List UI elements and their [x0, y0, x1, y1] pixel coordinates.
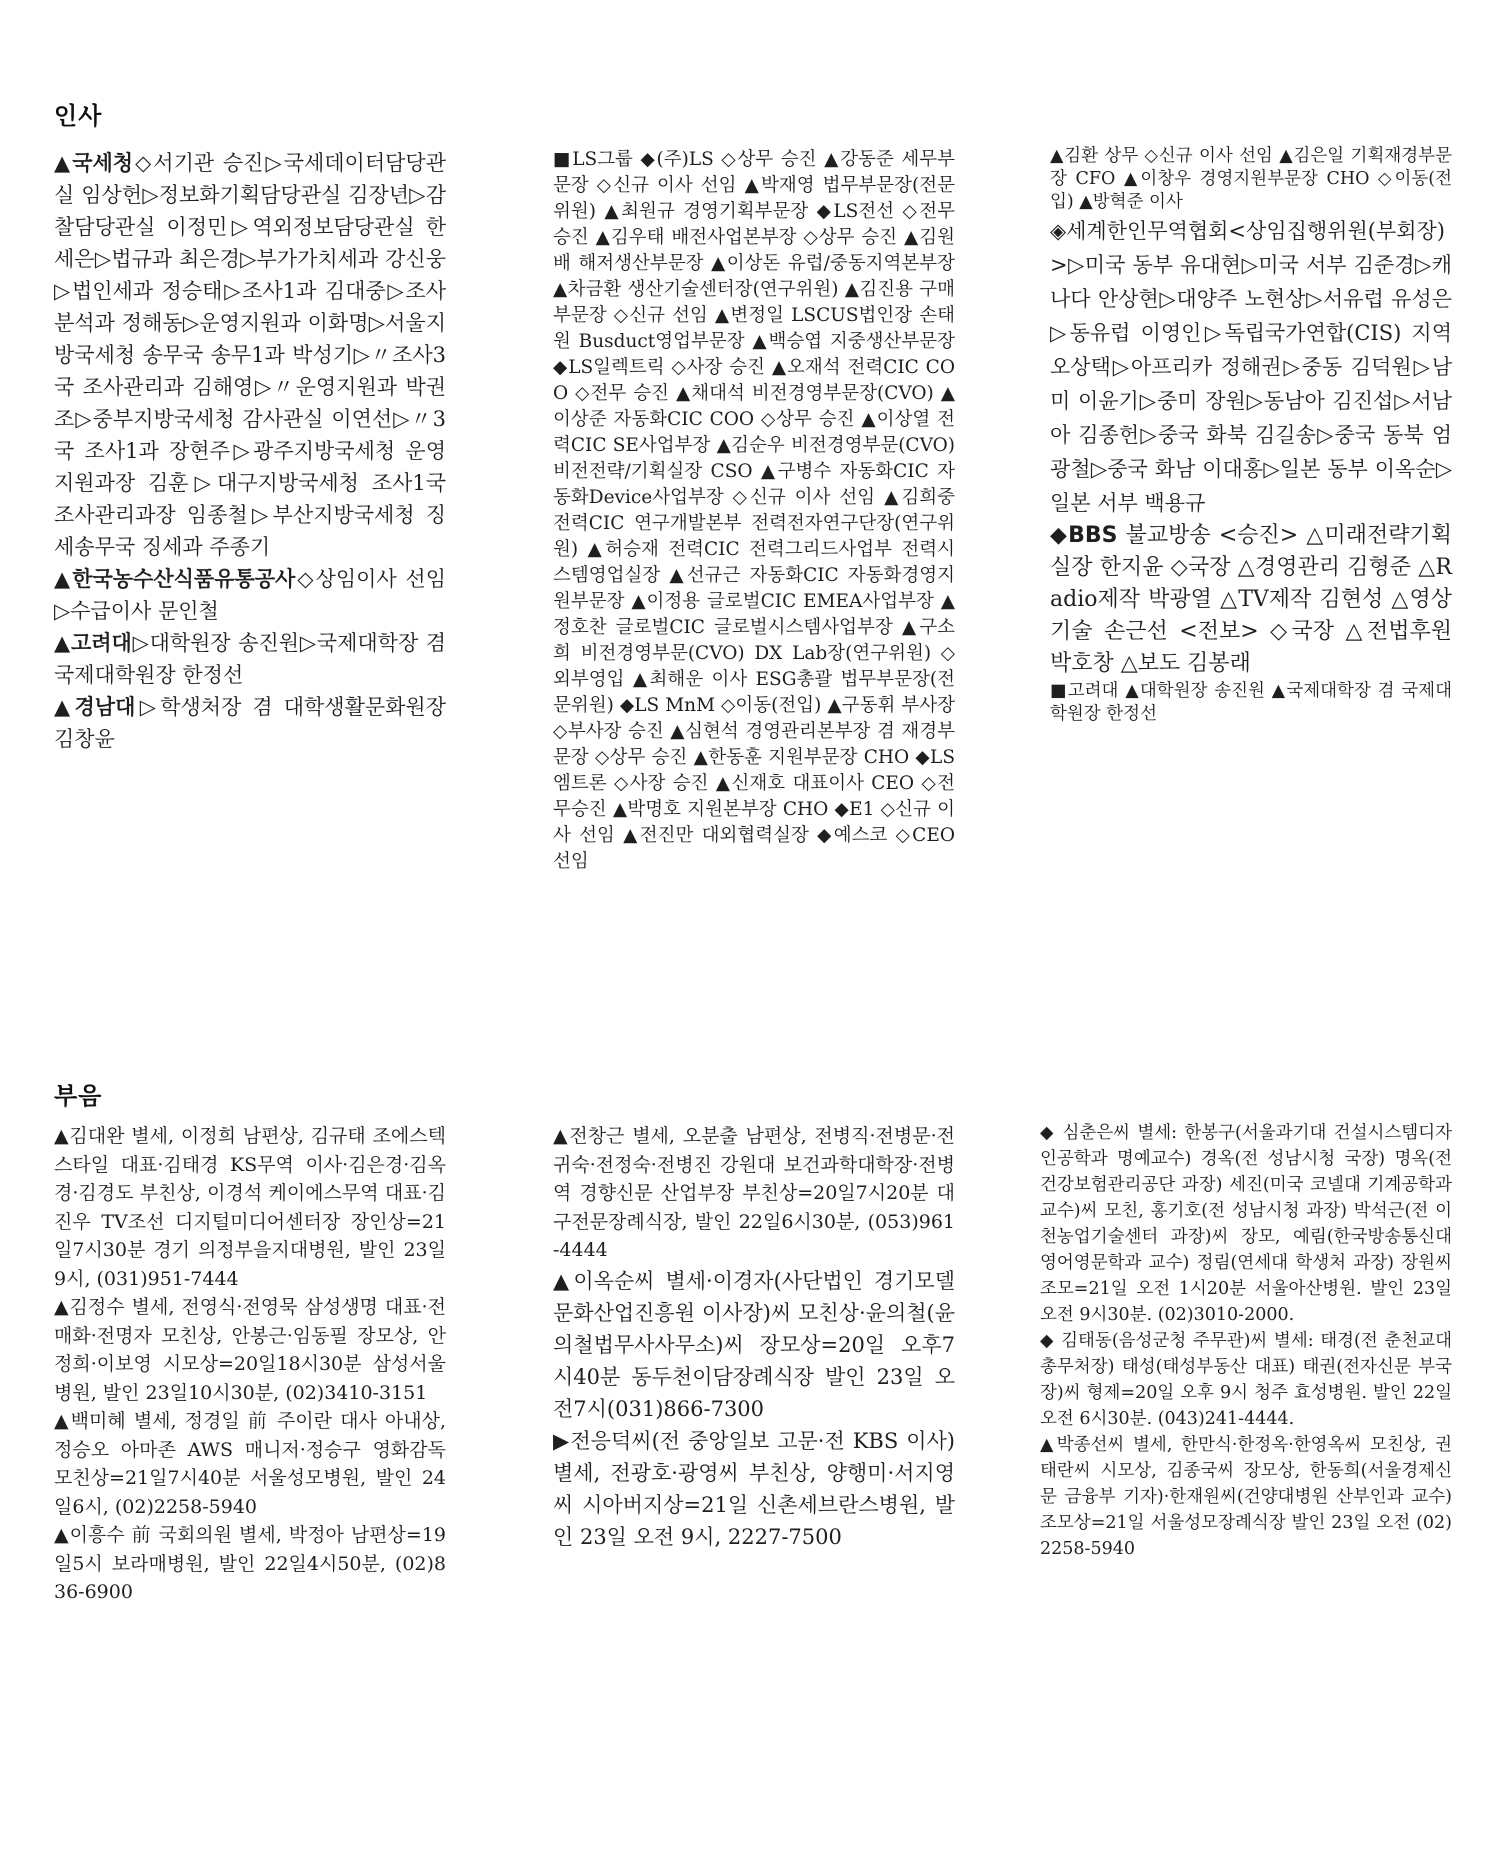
insa-entry: ◈세계한인무역협회<상임집행위원(부회장)>▷미국 동부 유대현▷미국 서부 김준경▷캐나다 안상현▷대양주 노현상▷서유럽 유성은▷동유럽 이영인▷독립국가연합(CIS) 지역 오상택▷아프리카 정해권▷중동 김덕원▷남미 이윤기▷중미 장원▷동남아 김진섭▷서남아 김종헌▷중국 화북 김길송▷중국 동북 엄광철▷중국 화남 이대홍▷일본 동부 이옥순▷일본 서부 백용규 — [1050, 219, 1452, 515]
obituary-entry: ▲전창근 별세, 오분출 남편상, 전병직·전병문·전귀숙·전정숙·전병진 강원대 보건과학대학장·전병역 경향신문 산업부장 부친상=20일7시20분 대구전문장례식장, 발인 22일6시30분, (053)961-4444 — [553, 1125, 955, 1261]
org-name: ▲국세청 — [54, 151, 134, 175]
org-name: ▲고려대 — [54, 631, 132, 655]
obituary-entry: ◆ 김태동(음성군청 주무관)씨 별세: 태경(전 춘천교대 총무처장) 태성(태성부동산 대표) 태권(전자신문 부국장)씨 형제=20일 오후 9시 청주 효성병원. 발인 22일 오전 6시30분. (043)241-4444. — [1040, 1331, 1452, 1429]
bueum-column-3 — [1040, 1120, 1452, 1562]
entry-text: ▷대학원장 송진원▷국제대학장 겸 국제대학원장 한정선 — [54, 631, 446, 687]
section-heading-insa: 인사 — [54, 102, 103, 130]
insa-entry: ▲김환 상무 ◇신규 이사 선임 ▲김은일 기획재경부문장 CFO ▲이창우 경영지원부문장 CHO ◇이동(전입) ▲방혁준 이사 — [1050, 146, 1452, 212]
obituary-entry: ▲김대완 별세, 이정희 남편상, 김규태 조에스텍스타일 대표·김태경 KS무역 이사·김은경·김옥경·김경도 부친상, 이경석 케이에스무역 대표·김진우 TV조선 디지털미디어센터장 장인상=21일7시30분 경기 의정부을지대병원, 발인 23일9시, (031)951-7444 — [54, 1125, 446, 1290]
obituary-entry: ▲백미혜 별세, 정경일 前 주이란 대사 아내상, 정승오 아마존 AWS 매니저·정승구 영화감독 모친상=21일7시40분 서울성모병원, 발인 24일6시, (02)2258-5940 — [54, 1410, 446, 1518]
obituary-entry: ▲이옥순씨 별세·이경자(사단법인 경기모델문화산업진흥원 이사장)씨 모친상·윤의철(윤의철법무사사무소)씨 장모상=20일 오후7시40분 동두천이담장례식장 발인 23일 오전7시(031)866-7300 — [553, 1268, 955, 1421]
obituary-entry: ▶전응덕씨(전 중앙일보 고문·전 KBS 이사) 별세, 전광호·광영씨 부친상, 양행미·서지영씨 시아버지상=21일 신촌세브란스병원, 발인 23일 오전 9시, 2227-7500 — [553, 1428, 955, 1549]
org-name: ◆BBS — [1050, 523, 1118, 548]
insa-entry — [54, 627, 446, 691]
obituary-entry: ▲이흥수 前 국회의원 별세, 박정아 남편상=19일5시 보라매병원, 발인 22일4시50분, (02)836-6900 — [54, 1524, 446, 1603]
entry-text: ◇서기관 승진▷국세데이터담당관실 임상헌▷정보화기획담당관실 김장년▷감찰담당관실 이정민▷역외정보담당관실 한세은▷법규과 최은경▷부가가치세과 강신웅▷법인세과 정승태▷조사1과 김대중▷조사분석과 정해동▷운영지원과 이화명▷서울지방국세청 송무국 송무1과 박성기▷〃조사3국 조사관리과 김해영▷〃운영지원과 박권조▷중부지방국세청 감사관실 이연선▷〃3국 조사1과 장현주▷광주지방국세청 운영지원과장 김훈▷대구지방국세청 조사1국 조사관리과장 임종철▷부산지방국세청 징세송무국 징세과 주종기 — [54, 151, 446, 559]
bueum-column-2 — [553, 1122, 955, 1553]
insa-entry — [54, 691, 446, 755]
entry-text: 불교방송 <승진> △미래전략기획실장 한지윤 ◇국장 △경영관리 김형준 △Radio제작 박광열 △TV제작 김현성 △영상기술 손근선 <전보> ◇국장 △전법후원 박호창 △보도 김봉래 — [1050, 523, 1452, 676]
insa-column-2 — [553, 147, 955, 875]
insa-entry: ■고려대 ▲대학원장 송진원 ▲국제대학장 겸 국제대학원장 한정선 — [1050, 681, 1452, 724]
bueum-column-1 — [54, 1122, 446, 1607]
org-name: ▲한국농수산식품유통공사 — [54, 567, 296, 591]
obituary-entry: ▲박종선씨 별세, 한만식·한정옥·한영옥씨 모친상, 권태란씨 시모상, 김종국씨 장모상, 한동희(서울경제신문 금융부 기자)·한재원씨(건양대병원 산부인과 교수)조모상=21일 서울성모장례식장 발인 23일 오전 (02)2258-5940 — [1040, 1435, 1452, 1559]
insa-column-3 — [1050, 145, 1452, 726]
insa-entry — [54, 147, 446, 563]
entry-text: ▷학생처장 겸 대학생활문화원장 김창윤 — [54, 695, 447, 751]
section-heading-bueum: 부음 — [54, 1082, 103, 1110]
obituary-entry: ▲김정수 별세, 전영식·전영묵 삼성생명 대표·전매화·전명자 모친상, 안봉근·임동필 장모상, 안정희·이보영 시모상=20일18시30분 삼성서울병원, 발인 23일10시30분, (02)3410-3151 — [54, 1296, 446, 1404]
obituary-entry: ◆ 심춘은씨 별세: 한봉구(서울과기대 건설시스템디자인공학과 명예교수) 경옥(전 성남시청 국장) 명옥(전 건강보험관리공단 과장) 세진(미국 코넬대 기계공학과 교수)씨 모친, 홍기호(전 성남시청 과장) 박석근(전 이천농업기술센터 과장)씨 장모, 예림(한국방송통신대 영어영문학과 교수) 정림(연세대 학생처 과장) 장원씨 조모=21일 오전 1시20분 서울아산병원. 발인 23일 오전 9시30분. (02)3010-2000. — [1040, 1123, 1452, 1325]
entry-text: ◇상임이사 선임▷수급이사 문인철 — [54, 567, 447, 623]
org-name: ▲경남대 — [54, 695, 136, 719]
insa-entry — [54, 563, 446, 627]
insa-column-1 — [54, 147, 446, 755]
insa-ls-group-entry: ■LS그룹 ◆(주)LS ◇상무 승진 ▲강동준 세무부문장 ◇신규 이사 선임 ▲박재영 법무부문장(전문위원) ▲최원규 경영기획부문장 ◆LS전선 ◇전무승진 ▲김우태 배전사업본부장 ◇상무 승진 ▲김원배 해저생산부문장 ▲이상돈 유럽/중동지역본부장 ▲차금환 생산기술센터장(연구위원) ▲김진용 구매부문장 ◇신규 선임 ▲변정일 LSCUS법인장 손태원 Busduct영업부문장 ▲백승엽 지중생산부문장 ◆LS일렉트릭 ◇사장 승진 ▲오재석 전력CIC COO ◇전무 승진 ▲채대석 비전경영부문장(CVO) ▲이상준 자동화CIC COO ◇상무 승진 ▲이상열 전력CIC SE사업부장 ▲김순우 비전경영부문(CVO) 비전전략/기획실장 CSO ▲구병수 자동화CIC 자동화Device사업부장 ◇신규 이사 선임 ▲김희중 전력CIC 연구개발본부 전력전자연구단장(연구위원) ▲허승재 전력CIC 전력그리드사업부 전력시스템영업실장 ▲선규근 자동화CIC 자동화경영지원부문장 ▲이정용 글로벌CIC EMEA사업부장 ▲정호찬 글로벌CIC 글로벌시스템사업부장 ▲구소희 비전경영부문(CVO) DX Lab장(연구위원) ◇외부영입 ▲최해운 이사 ESG총괄 법무부문장(전문위원) ◆LS MnM ◇이동(전입) ▲구동휘 부사장 ◇부사장 승진 ▲심현석 경영관리본부장 겸 재경부문장 ◇상무 승진 ▲한동훈 지원부문장 CHO ◆LS엠트론 ◇사장 승진 ▲신재호 대표이사 CEO ◇전무승진 ▲박명호 지원본부장 CHO ◆E1 ◇신규 이사 선임 ▲전진만 대외협력실장 ◆예스코 ◇CEO 선임 — [553, 149, 955, 872]
insa-entry — [1050, 520, 1452, 680]
